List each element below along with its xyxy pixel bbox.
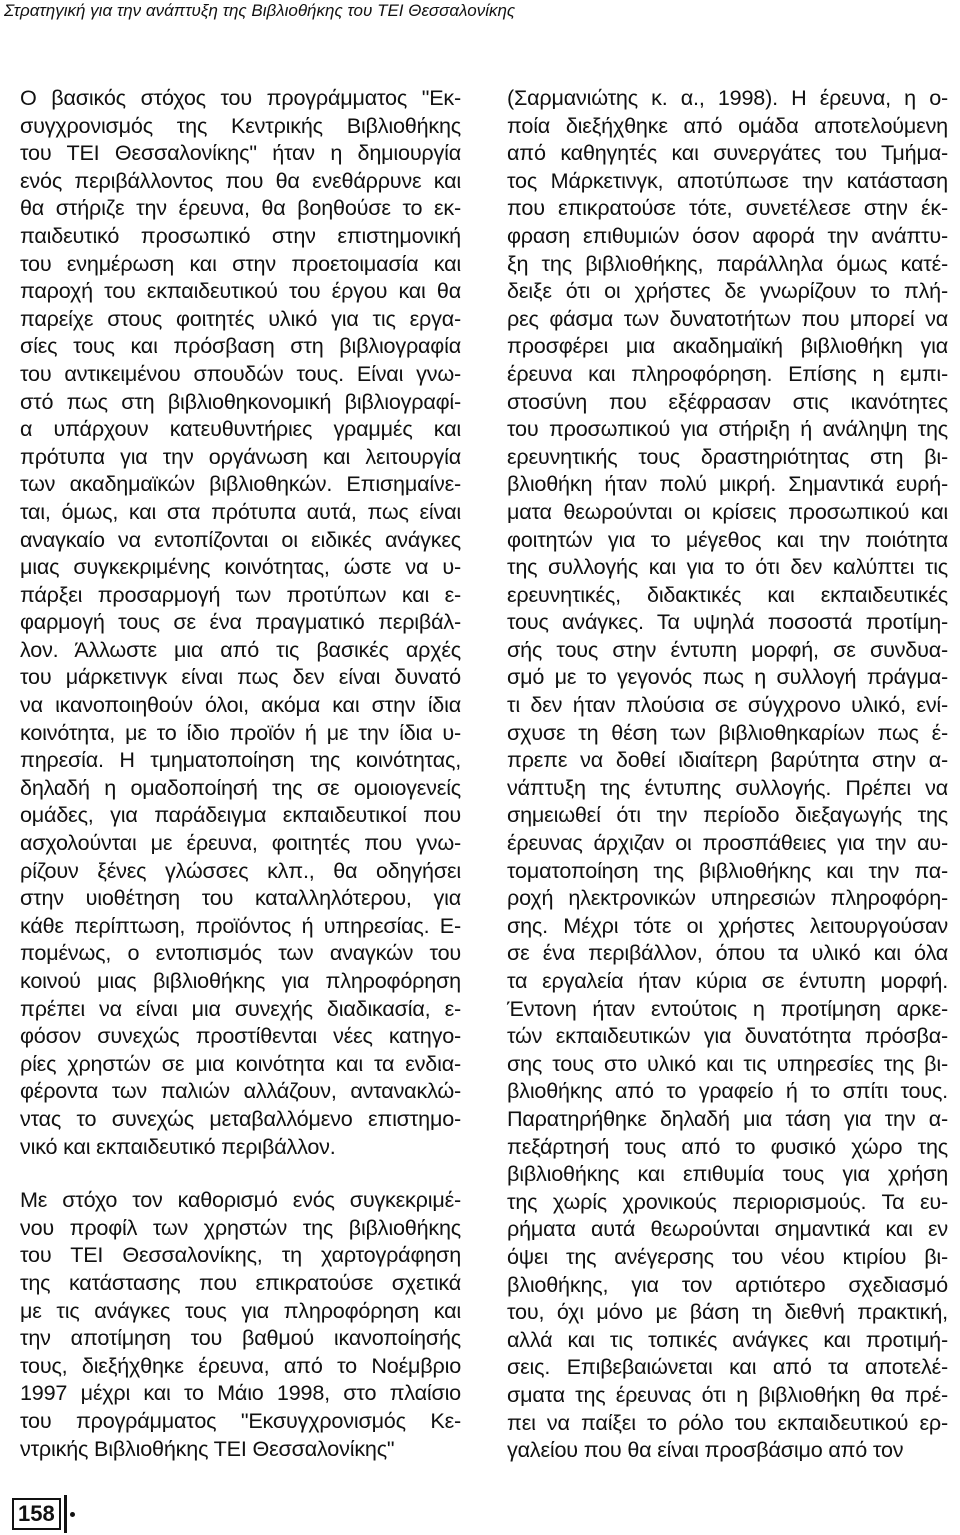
text-line: αναγκαίο να εντοπίζονται οι ειδικές ανάγκες xyxy=(20,526,461,552)
text-line: ρες φάσμα των δυνατοτήτων που μπορεί να xyxy=(507,305,948,331)
text-line: από καθηγητές και συνεργάτες του Τμήμα- xyxy=(507,140,948,166)
text-line: ερευνητικές, διδακτικές και εκπαιδευτικές xyxy=(507,581,948,607)
text-line: τους ανάγκες. Τα υψηλά ποσοστά προτίμη- xyxy=(507,609,948,635)
text-line: βιβλιοθήκης και επιθυμία τους για χρήση xyxy=(507,1161,948,1187)
text-line: νάπτυξη της έντυπης συλλογής. Πρέπει να xyxy=(507,774,948,800)
text-line: βλιοθήκη ήταν πολύ μικρή. Σημαντικά ευρή- xyxy=(507,471,948,497)
text-line: βλιοθήκης από το γραφείο ή το σπίτι τους. xyxy=(507,1078,948,1104)
text-line: του μάρκετινγκ είναι πως δεν είναι δυνατό xyxy=(20,664,461,690)
text-line: σημειωθεί ότι την περίοδο διεξαγωγής της xyxy=(507,802,948,828)
text-line: ροχή ηλεκτρονικών υπηρεσιών πληροφόρη- xyxy=(507,885,948,911)
text-line: σεις. Επιβεβαιώνεται και από τα αποτελέ- xyxy=(507,1354,948,1380)
text-line: φόσον συνεχώς προστίθενται νέες κατηγο- xyxy=(20,1023,461,1049)
text-line: (Σαρμανιώτης κ. α., 1998). Η έρευνα, η ο- xyxy=(507,85,948,110)
text-line: του προγράμματος "Εκσυγχρονισμός Κε- xyxy=(20,1407,461,1433)
text-line: 1997 μέχρι και το Μάιο 1998, στο πλαίσιο xyxy=(20,1380,461,1406)
text-line: που επικρατούσε τότε, συνετέλεσε στην έκ- xyxy=(507,195,948,221)
text-line: στοσύνη που εξέφρασαν στις ικανότητες xyxy=(507,388,948,414)
text-line: σματα της έρευνας ότι η βιβλιοθήκη θα πρέ- xyxy=(507,1381,948,1407)
text-line: πηρεσία. Η τμηματοποίηση της κοινότητας, xyxy=(20,747,461,773)
text-line: δειξε ότι οι χρήστες δε γνωρίζουν το πλή- xyxy=(507,278,948,304)
text-line: σης τους στο υλικό και τις υπηρεσίες της βι- xyxy=(507,1050,948,1076)
text-line: φαρμογή τους σε ένα πραγματικό περιβάλ- xyxy=(20,609,461,635)
text-line: βλιοθήκης, για τον αρτιότερο σχεδιασμό xyxy=(507,1271,948,1297)
text-line: πομένως, ο εντοπισμός των αναγκών του xyxy=(20,940,461,966)
text-line: ποία διεξήχθηκε από ομάδα αποτελούμενη xyxy=(507,112,948,138)
text-line: ενός περιβάλλοντος που θα ενεθάρρυνε και xyxy=(20,167,461,193)
text-line: παρείχε στους φοιτητές υλικό για τις εργα- xyxy=(20,305,461,331)
text-line: παροχή του εκπαιδευτικού του έργου και θα xyxy=(20,278,461,304)
text-line: Ο βασικός στόχος του προγράμματος "Εκ- xyxy=(20,85,461,110)
text-line: τα εργαλεία ήταν κύρια σε έντυπη μορφή. xyxy=(507,968,948,993)
text-line: πρεπε να δοθεί ιδιαίτερη βαρύτητα στην α- xyxy=(507,747,948,773)
text-line: ασχολούνται με έρευνα, φοιτητές που γνω- xyxy=(20,830,461,856)
text-line: νου προφίλ των χρηστών της βιβλιοθήκης xyxy=(20,1214,461,1240)
text-line: με τις ανάγκες τους για πληροφόρηση και xyxy=(20,1297,461,1323)
text-line: του ΤΕΙ Θεσσαλονίκης, τη χαρτογράφηση xyxy=(20,1242,461,1268)
text-line: του προσωπικού για στήριξη ή ανάληψη της xyxy=(507,416,948,442)
text-line: της κατάστασης που επικρατούσε σχετικά xyxy=(20,1269,461,1295)
footer-dot xyxy=(70,1512,75,1517)
text-line: παιδευτικό προσωπικό στην επιστημονική xyxy=(20,222,461,248)
left-column xyxy=(20,84,461,1462)
text-line: ται, όμως, και στα πρότυπα αυτά, πως είναι xyxy=(20,498,461,524)
page-footer xyxy=(12,1497,75,1531)
page-number: 158 xyxy=(12,1498,61,1530)
text-line: του ΤΕΙ Θεσσαλονίκης" ήταν η δημιουργία xyxy=(20,140,461,166)
text-line: τοματοποίηση της βιβλιοθήκης και την πα- xyxy=(507,857,948,883)
text-line: πάρξει προσαρμογή των προτύπων και ε- xyxy=(20,581,461,607)
text-line: ρίες χρηστών σε μια κοινότητα και τα ενδια- xyxy=(20,1050,461,1076)
text-line: του αντικειμένου σπουδών τους. Είναι γνω- xyxy=(20,360,461,386)
text-line: τους, διεξήχθηκε έρευνα, από το Νοέμβριο xyxy=(20,1352,461,1378)
text-line: α υπάρχουν κατευθυντήριες γραμμές και xyxy=(20,416,461,442)
text-line: τι δεν ήταν πλούσια σε σύγχρονο υλικό, ενί- xyxy=(507,692,948,718)
text-line: των ακαδημαϊκών βιβλιοθηκών. Επισημαίνε- xyxy=(20,471,461,497)
text-line: στό πως στη βιβλιοθηκονομική βιβλιογραφί- xyxy=(20,388,461,414)
text-line: φοιτητών για το μέγεθος και την ποιότητα xyxy=(507,526,948,552)
text-line: αλλά και τις τοπικές ανάγκες και προτιμή- xyxy=(507,1326,948,1352)
text-line: σχυσε τη θέση των βιβλιοθηκαρίων πως έ- xyxy=(507,719,948,745)
text-line: την αποτίμηση του βαθμού ικανοποίησής xyxy=(20,1325,461,1351)
text-line: του ενημέρωση και στην προετοιμασία και xyxy=(20,250,461,276)
text-line: ομάδες, για παράδειγμα εκπαιδευτικοί που xyxy=(20,802,461,828)
text-line: τών εκπαιδευτικών για δυνατότητα πρόσβα- xyxy=(507,1023,948,1049)
text-line: του, όχι μόνο με βάση τη διεθνή πρακτική, xyxy=(507,1299,948,1325)
text-line: ρίζουν ξένες γλώσσες κλπ., θα οδηγήσει xyxy=(20,857,461,883)
right-column xyxy=(507,84,948,1464)
text-line: γαλείου που θα είναι προσβάσιμο από τον xyxy=(507,1437,904,1463)
text-line: Με στόχο τον καθορισμό ενός συγκεκριμέ- xyxy=(20,1187,461,1213)
text-line: ντρικής Βιβλιοθήκης ΤΕΙ Θεσσαλονίκης" xyxy=(20,1435,395,1461)
text-line: Έντονη ήταν εντούτοις η προτίμηση αρκε- xyxy=(507,995,948,1021)
text-line: έρευνας άρχιζαν οι προσπάθειες για την αυ- xyxy=(507,830,948,856)
text-line: ρήματα αυτά θεωρούνται σημαντικά και εν xyxy=(507,1216,948,1242)
text-line: όψει της ανέγερσης του νέου κτιρίου βι- xyxy=(507,1243,948,1269)
paragraph-continued xyxy=(507,84,948,1464)
text-line: φέροντα των παλιών αλλάζουν, αντανακλώ- xyxy=(20,1078,461,1104)
text-line: προσφέρει μια ακαδημαϊκή βιβλιοθήκη για xyxy=(507,333,948,359)
text-line: πεξάρτησή τους από το φυσικό χώρο της xyxy=(507,1133,948,1159)
text-line: ξη της βιβλιοθήκης, παράλληλα όμως κατέ- xyxy=(507,250,948,276)
running-header: Στρατηγική για την ανάπτυξη της Βιβλιοθήκης του ΤΕΙ Θεσσαλονίκης xyxy=(4,1,516,20)
paragraph-1 xyxy=(20,84,461,1160)
text-line: της συλλογής και για το ότι δεν καλύπτει τις xyxy=(507,554,948,580)
text-line: ματα θεωρούνται οι κρίσεις προσωπικού και xyxy=(507,498,948,524)
text-line: ντας το συνεχώς μεταβαλλόμενο επιστημο- xyxy=(20,1105,461,1131)
text-line: κοινότητα, με το ίδιο προϊόν ή με την ίδια υ- xyxy=(20,719,461,745)
text-line: σμό με το γεγονός πως η συλλογή πράγμα- xyxy=(507,664,948,690)
text-line: της χωρίς χρονικούς περιορισμούς. Τα ευ- xyxy=(507,1188,948,1214)
text-line: να ικανοποιηθούν όλοι, ακόμα και στην ίδια xyxy=(20,692,461,718)
text-line: κοινού μιας βιβλιοθήκης για πληροφόρηση xyxy=(20,968,461,993)
text-line: σε ένα περιβάλλον, όπου τα υλικό και όλα xyxy=(507,940,948,966)
text-line: νικό και εκπαιδευτικό περιβάλλον. xyxy=(20,1133,336,1159)
text-line: πρότυπα για την οργάνωση και λειτουργία xyxy=(20,443,461,469)
paragraph-2 xyxy=(20,1186,461,1462)
text-line: κάθε περίπτωση, προϊόντος ή υπηρεσίας. Ε- xyxy=(20,912,461,938)
text-line: πει να παίξει το ρόλο του εκπαιδευτικού ερ- xyxy=(507,1409,948,1435)
text-line: μιας συγκεκριμένης κοινότητας, ώστε να υ- xyxy=(20,554,461,580)
paragraph-gap xyxy=(20,1160,461,1186)
text-line: στην υιοθέτηση του καταλληλότερου, για xyxy=(20,885,461,911)
text-line: έρευνα και πληροφόρηση. Επίσης η εμπι- xyxy=(507,360,948,386)
text-line: τος Μάρκετινγκ, αποτύπωσε την κατάσταση xyxy=(507,167,948,193)
text-line: πρέπει να είναι μια συνεχής διαδικασία, ε- xyxy=(20,995,461,1021)
text-line: συγχρονισμός της Κεντρικής Βιβλιοθήκης xyxy=(20,112,461,138)
footer-rule xyxy=(64,1495,67,1533)
text-line: σης. Μέχρι τότε οι χρήστες λειτουργούσαν xyxy=(507,912,948,938)
text-line: σίες τους και πρόσβαση στη βιβλιογραφία xyxy=(20,333,461,359)
text-line: λον. Άλλωστε μια από τις βασικές αρχές xyxy=(20,636,461,662)
text-line: ερευνητικής τους δραστηριότητας στη βι- xyxy=(507,443,948,469)
text-line: φραση επιθυμιών όσον αφορά την ανάπτυ- xyxy=(507,222,948,248)
text-line: Παρατηρήθηκε δηλαδή μια τάση για την α- xyxy=(507,1105,948,1131)
text-line: θα στήριζε την έρευνα, θα βοηθούσε το εκ- xyxy=(20,195,461,221)
text-line: σής τους στην έντυπη μορφή, σε συνδυα- xyxy=(507,636,948,662)
text-line: δηλαδή η ομαδοποίησή της σε ομοιογενείς xyxy=(20,774,461,800)
